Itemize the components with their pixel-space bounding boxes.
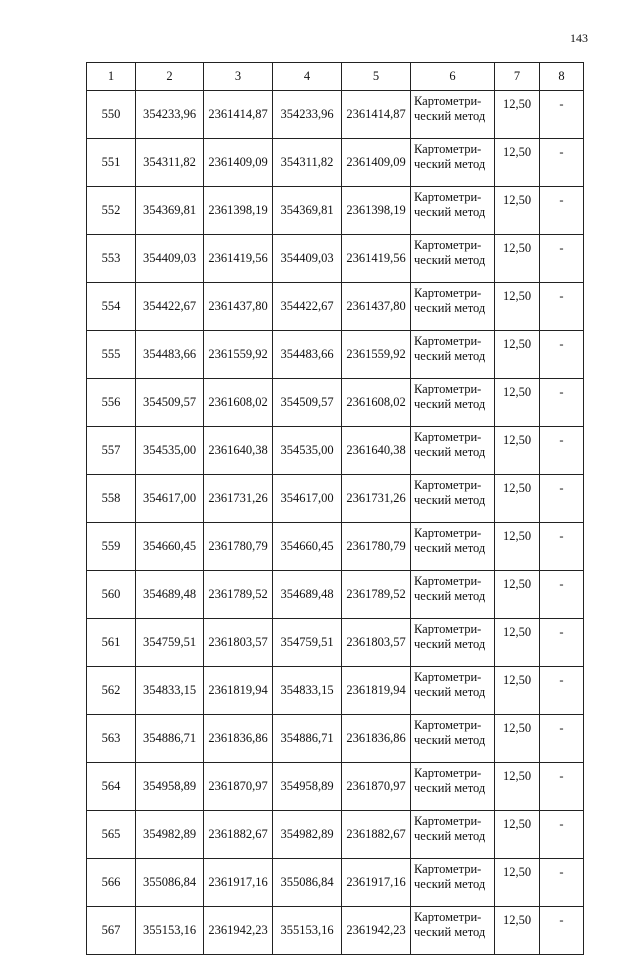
coord-cell: 354409,03 — [273, 235, 342, 283]
coord-cell: 354759,51 — [136, 619, 204, 667]
coord-cell: 354535,00 — [136, 427, 204, 475]
method-line-1: Картометри- — [414, 622, 482, 636]
method-line-2: ческий метод — [414, 637, 486, 651]
coord-cell: 2361819,94 — [342, 667, 411, 715]
coord-cell: 2361789,52 — [342, 571, 411, 619]
coord-cell: 354689,48 — [136, 571, 204, 619]
table-row — [87, 187, 584, 235]
table-row — [87, 235, 584, 283]
row-number-cell: 557 — [87, 427, 136, 475]
note-cell: - — [540, 571, 584, 619]
method-line-1: Картометри- — [414, 334, 482, 348]
coord-cell: 2361917,16 — [204, 859, 273, 907]
method-line-1: Картометри- — [414, 430, 482, 444]
row-number-cell: 561 — [87, 619, 136, 667]
value-cell: 12,50 — [495, 379, 540, 427]
method-cell — [411, 187, 495, 235]
coord-cell: 354886,71 — [136, 715, 204, 763]
value-cell: 12,50 — [495, 571, 540, 619]
coord-cell: 2361414,87 — [342, 91, 411, 139]
method-cell — [411, 667, 495, 715]
coord-cell: 2361437,80 — [342, 283, 411, 331]
header-cell: 4 — [273, 63, 342, 91]
coord-cell: 354617,00 — [136, 475, 204, 523]
coordinates-table — [86, 62, 584, 955]
value-cell: 12,50 — [495, 619, 540, 667]
coord-cell: 2361437,80 — [204, 283, 273, 331]
table-row — [87, 331, 584, 379]
row-number-cell: 564 — [87, 763, 136, 811]
coord-cell: 2361780,79 — [204, 523, 273, 571]
method-line-1: Картометри- — [414, 526, 482, 540]
table-row — [87, 763, 584, 811]
coord-cell: 354409,03 — [136, 235, 204, 283]
method-line-2: ческий метод — [414, 877, 486, 891]
method-line-1: Картометри- — [414, 766, 482, 780]
note-cell: - — [540, 379, 584, 427]
method-cell — [411, 763, 495, 811]
header-cell: 2 — [136, 63, 204, 91]
coord-cell: 2361942,23 — [204, 907, 273, 955]
coord-cell: 2361640,38 — [204, 427, 273, 475]
method-cell — [411, 619, 495, 667]
coord-cell: 354369,81 — [136, 187, 204, 235]
method-cell — [411, 139, 495, 187]
value-cell: 12,50 — [495, 811, 540, 859]
note-cell: - — [540, 475, 584, 523]
note-cell: - — [540, 763, 584, 811]
table-row — [87, 811, 584, 859]
coord-cell: 2361559,92 — [204, 331, 273, 379]
value-cell: 12,50 — [495, 715, 540, 763]
coord-cell: 354833,15 — [136, 667, 204, 715]
coord-cell: 2361640,38 — [342, 427, 411, 475]
coord-cell: 355086,84 — [273, 859, 342, 907]
method-cell — [411, 571, 495, 619]
coord-cell: 354958,89 — [273, 763, 342, 811]
coord-cell: 2361870,97 — [342, 763, 411, 811]
note-cell: - — [540, 331, 584, 379]
coord-cell: 354422,67 — [273, 283, 342, 331]
coord-cell: 354759,51 — [273, 619, 342, 667]
coord-cell: 2361836,86 — [204, 715, 273, 763]
coord-cell: 2361608,02 — [342, 379, 411, 427]
method-cell — [411, 907, 495, 955]
coord-cell: 354660,45 — [273, 523, 342, 571]
table-body — [87, 91, 584, 955]
value-cell: 12,50 — [495, 331, 540, 379]
header-cell: 7 — [495, 63, 540, 91]
coord-cell: 355086,84 — [136, 859, 204, 907]
note-cell: - — [540, 715, 584, 763]
coord-cell: 354660,45 — [136, 523, 204, 571]
coord-cell: 2361942,23 — [342, 907, 411, 955]
row-number-cell: 558 — [87, 475, 136, 523]
row-number-cell: 551 — [87, 139, 136, 187]
coord-cell: 2361608,02 — [204, 379, 273, 427]
row-number-cell: 554 — [87, 283, 136, 331]
coord-cell: 2361882,67 — [342, 811, 411, 859]
coord-cell: 354369,81 — [273, 187, 342, 235]
row-number-cell: 563 — [87, 715, 136, 763]
coord-cell: 2361398,19 — [342, 187, 411, 235]
table-row — [87, 91, 584, 139]
method-line-2: ческий метод — [414, 493, 486, 507]
coord-cell: 354233,96 — [273, 91, 342, 139]
value-cell: 12,50 — [495, 523, 540, 571]
value-cell: 12,50 — [495, 859, 540, 907]
note-cell: - — [540, 427, 584, 475]
method-line-1: Картометри- — [414, 142, 482, 156]
row-number-cell: 565 — [87, 811, 136, 859]
table-row — [87, 379, 584, 427]
method-cell — [411, 379, 495, 427]
coord-cell: 2361789,52 — [204, 571, 273, 619]
coord-cell: 354617,00 — [273, 475, 342, 523]
header-cell: 8 — [540, 63, 584, 91]
value-cell: 12,50 — [495, 235, 540, 283]
method-cell — [411, 91, 495, 139]
coord-cell: 354982,89 — [273, 811, 342, 859]
note-cell: - — [540, 283, 584, 331]
row-number-cell: 560 — [87, 571, 136, 619]
method-line-2: ческий метод — [414, 541, 486, 555]
row-number-cell: 559 — [87, 523, 136, 571]
coord-cell: 2361409,09 — [342, 139, 411, 187]
method-line-2: ческий метод — [414, 349, 486, 363]
row-number-cell: 562 — [87, 667, 136, 715]
coord-cell: 354833,15 — [273, 667, 342, 715]
method-line-2: ческий метод — [414, 445, 486, 459]
coord-cell: 2361882,67 — [204, 811, 273, 859]
value-cell: 12,50 — [495, 283, 540, 331]
table-header-row — [87, 63, 584, 91]
page-number: 143 — [570, 31, 588, 45]
value-cell: 12,50 — [495, 187, 540, 235]
coord-cell: 355153,16 — [136, 907, 204, 955]
coord-cell: 354422,67 — [136, 283, 204, 331]
method-line-1: Картометри- — [414, 94, 482, 108]
coord-cell: 354483,66 — [136, 331, 204, 379]
coord-cell: 2361803,57 — [342, 619, 411, 667]
header-cell: 5 — [342, 63, 411, 91]
coord-cell: 2361414,87 — [204, 91, 273, 139]
coord-cell: 2361870,97 — [204, 763, 273, 811]
coord-cell: 354509,57 — [273, 379, 342, 427]
method-cell — [411, 331, 495, 379]
note-cell: - — [540, 619, 584, 667]
coord-cell: 354311,82 — [136, 139, 204, 187]
method-line-1: Картометри- — [414, 238, 482, 252]
coord-cell: 2361917,16 — [342, 859, 411, 907]
note-cell: - — [540, 235, 584, 283]
coord-cell: 354311,82 — [273, 139, 342, 187]
coord-cell: 2361559,92 — [342, 331, 411, 379]
coord-cell: 354982,89 — [136, 811, 204, 859]
value-cell: 12,50 — [495, 907, 540, 955]
method-line-2: ческий метод — [414, 253, 486, 267]
method-line-2: ческий метод — [414, 301, 486, 315]
table-row — [87, 907, 584, 955]
table-row — [87, 283, 584, 331]
coord-cell: 354535,00 — [273, 427, 342, 475]
note-cell: - — [540, 811, 584, 859]
row-number-cell: 553 — [87, 235, 136, 283]
method-line-2: ческий метод — [414, 157, 486, 171]
method-line-2: ческий метод — [414, 733, 486, 747]
coord-cell: 354886,71 — [273, 715, 342, 763]
table-row — [87, 619, 584, 667]
note-cell: - — [540, 667, 584, 715]
coord-cell: 354233,96 — [136, 91, 204, 139]
coord-cell: 354509,57 — [136, 379, 204, 427]
method-line-1: Картометри- — [414, 574, 482, 588]
method-line-1: Картометри- — [414, 670, 482, 684]
row-number-cell: 555 — [87, 331, 136, 379]
value-cell: 12,50 — [495, 139, 540, 187]
method-cell — [411, 811, 495, 859]
coord-cell: 2361731,26 — [204, 475, 273, 523]
table-row — [87, 571, 584, 619]
table-row — [87, 475, 584, 523]
method-cell — [411, 427, 495, 475]
note-cell: - — [540, 907, 584, 955]
table-row — [87, 715, 584, 763]
method-line-1: Картометри- — [414, 478, 482, 492]
coord-cell: 2361398,19 — [204, 187, 273, 235]
note-cell: - — [540, 91, 584, 139]
value-cell: 12,50 — [495, 667, 540, 715]
note-cell: - — [540, 523, 584, 571]
value-cell: 12,50 — [495, 763, 540, 811]
method-line-2: ческий метод — [414, 685, 486, 699]
method-line-2: ческий метод — [414, 397, 486, 411]
method-line-2: ческий метод — [414, 829, 486, 843]
method-line-1: Картометри- — [414, 190, 482, 204]
method-line-2: ческий метод — [414, 925, 486, 939]
method-cell — [411, 283, 495, 331]
coord-cell: 2361419,56 — [204, 235, 273, 283]
table-row — [87, 859, 584, 907]
table-row — [87, 139, 584, 187]
row-number-cell: 556 — [87, 379, 136, 427]
method-line-1: Картометри- — [414, 814, 482, 828]
table-row — [87, 667, 584, 715]
method-line-2: ческий метод — [414, 205, 486, 219]
coord-cell: 2361780,79 — [342, 523, 411, 571]
method-line-2: ческий метод — [414, 109, 486, 123]
note-cell: - — [540, 139, 584, 187]
value-cell: 12,50 — [495, 427, 540, 475]
header-cell: 3 — [204, 63, 273, 91]
row-number-cell: 552 — [87, 187, 136, 235]
coord-cell: 2361731,26 — [342, 475, 411, 523]
method-line-1: Картометри- — [414, 910, 482, 924]
table-row — [87, 523, 584, 571]
method-line-1: Картометри- — [414, 382, 482, 396]
coord-cell: 2361803,57 — [204, 619, 273, 667]
coord-cell: 354958,89 — [136, 763, 204, 811]
coord-cell: 2361409,09 — [204, 139, 273, 187]
value-cell: 12,50 — [495, 91, 540, 139]
method-cell — [411, 715, 495, 763]
method-line-1: Картометри- — [414, 286, 482, 300]
coord-cell: 2361419,56 — [342, 235, 411, 283]
coord-cell: 354689,48 — [273, 571, 342, 619]
coord-cell: 354483,66 — [273, 331, 342, 379]
method-line-1: Картометри- — [414, 718, 482, 732]
row-number-cell: 550 — [87, 91, 136, 139]
method-line-2: ческий метод — [414, 589, 486, 603]
coord-cell: 2361819,94 — [204, 667, 273, 715]
row-number-cell: 567 — [87, 907, 136, 955]
note-cell: - — [540, 859, 584, 907]
coord-cell: 2361836,86 — [342, 715, 411, 763]
header-cell: 1 — [87, 63, 136, 91]
row-number-cell: 566 — [87, 859, 136, 907]
method-cell — [411, 859, 495, 907]
coord-cell: 355153,16 — [273, 907, 342, 955]
table-row — [87, 427, 584, 475]
method-cell — [411, 475, 495, 523]
header-cell: 6 — [411, 63, 495, 91]
method-cell — [411, 235, 495, 283]
method-line-2: ческий метод — [414, 781, 486, 795]
note-cell: - — [540, 187, 584, 235]
value-cell: 12,50 — [495, 475, 540, 523]
method-cell — [411, 523, 495, 571]
method-line-1: Картометри- — [414, 862, 482, 876]
